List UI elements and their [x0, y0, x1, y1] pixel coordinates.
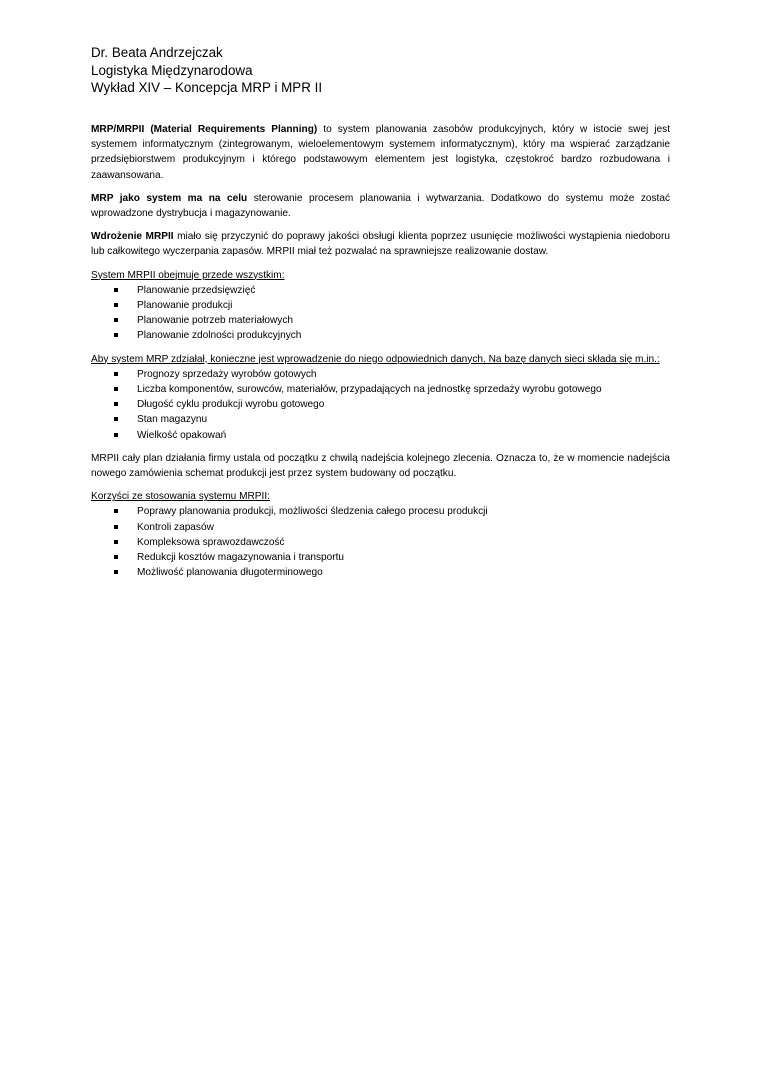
paragraph-mrp-goal [91, 191, 670, 221]
paragraph-lead: MRP jako system ma na celu [91, 192, 248, 204]
list-item: Kompleksowa sprawozdawczość [91, 535, 670, 550]
list-benefits [91, 504, 670, 580]
list-item: Wielkość opakowań [91, 428, 670, 443]
lecture-title: Wykład XIV – Koncepcja MRP i MPR II [91, 80, 323, 95]
list-item: Możliwość planowania długoterminowego [91, 565, 670, 580]
bullet-square-icon [114, 555, 118, 559]
bullet-square-icon [114, 318, 118, 322]
section-title-data: Aby system MRP zdziałał, konieczne jest wprowadzenie do niego odpowiednich danych. Na bazę danych sieci składa się m.in.: [91, 353, 660, 365]
document-body [91, 122, 670, 588]
bullet-square-icon [114, 570, 118, 574]
list-item: Planowanie produkcji [91, 298, 670, 313]
list-item: Planowanie przedsięwzięć [91, 283, 670, 298]
bullet-square-icon [114, 540, 118, 544]
list-item: Planowanie potrzeb materiałowych [91, 313, 670, 328]
bullet-square-icon [114, 433, 118, 437]
list-scope [91, 283, 670, 344]
course-name: Logistyka Międzynarodowa [91, 62, 253, 78]
paragraph-text: miało się przyczynić do poprawy jakości obsługi klienta poprzez usunięcie możliwości wystąpienia niedoboru lub całkowitego wyczerpania zapasów. MRPII miał też pozwalać na sprawniejsze realizowanie dostaw. [91, 231, 671, 258]
paragraph-mrpii-plan: MRPII cały plan działania firmy ustala od początku z chwilą nadejścia kolejnego zlecenia. Oznacza to, że w momencie nadejścia nowego zamówienia schemat produkcji jest przez system budowany od początku. [91, 452, 670, 480]
list-item: Poprawy planowania produkcji, możliwości śledzenia całego procesu produkcji [91, 504, 670, 519]
bullet-square-icon [114, 303, 118, 307]
section-title-scope: System MRPII obejmuje przede wszystkim: [91, 269, 285, 281]
paragraph-text: sterowanie procesem planowania i wytwarzania. Dodatkowo do systemu może zostać wprowadzone dystrybucja i magazynowanie. [91, 192, 670, 220]
list-item: Stan magazynu [91, 412, 670, 427]
paragraph-lead: MRP/MRPII (Material Requirements Planning) [91, 124, 318, 135]
bullet-square-icon [114, 333, 118, 337]
bullet-square-icon [114, 525, 118, 529]
paragraph-mrpii-implementation [91, 229, 670, 259]
bullet-square-icon [114, 509, 118, 513]
author-name: Dr. Beata Andrzejczak [91, 45, 223, 60]
document-header [91, 44, 651, 97]
list-item: Liczba komponentów, surowców, materiałów, przypadających na jednostkę sprzedaży wyrobu gotowego [91, 382, 670, 397]
list-item: Redukcji kosztów magazynowania i transportu [91, 550, 670, 565]
bullet-square-icon [114, 372, 118, 376]
bullet-square-icon [114, 402, 118, 406]
list-item: Prognozy sprzedaży wyrobów gotowych [91, 367, 670, 382]
paragraph-mrp-definition [91, 122, 670, 183]
bullet-square-icon [114, 387, 118, 391]
list-item: Kontroli zapasów [91, 520, 670, 535]
section-title-benefits: Korzyści ze stosowania systemu MRPII: [91, 491, 270, 503]
bullet-square-icon [114, 288, 118, 292]
paragraph-text: to system planowania zasobów produkcyjnych, który w istocie swej jest systemem informatycznym (zintegrowanym, wieloelementowym systemem informatycznym), który ma wspierać zarządzanie przedsiębiorstwem produkcyjnym i którego podstawowym elementem jest logistyka, częstokroć bardzo rozbudowana i zaawansowana. [91, 124, 670, 181]
list-data [91, 367, 670, 443]
bullet-square-icon [114, 417, 118, 421]
list-item: Długość cyklu produkcji wyrobu gotowego [91, 397, 670, 412]
list-item: Planowanie zdolności produkcyjnych [91, 328, 670, 343]
paragraph-lead: Wdrożenie MRPII [91, 231, 174, 243]
